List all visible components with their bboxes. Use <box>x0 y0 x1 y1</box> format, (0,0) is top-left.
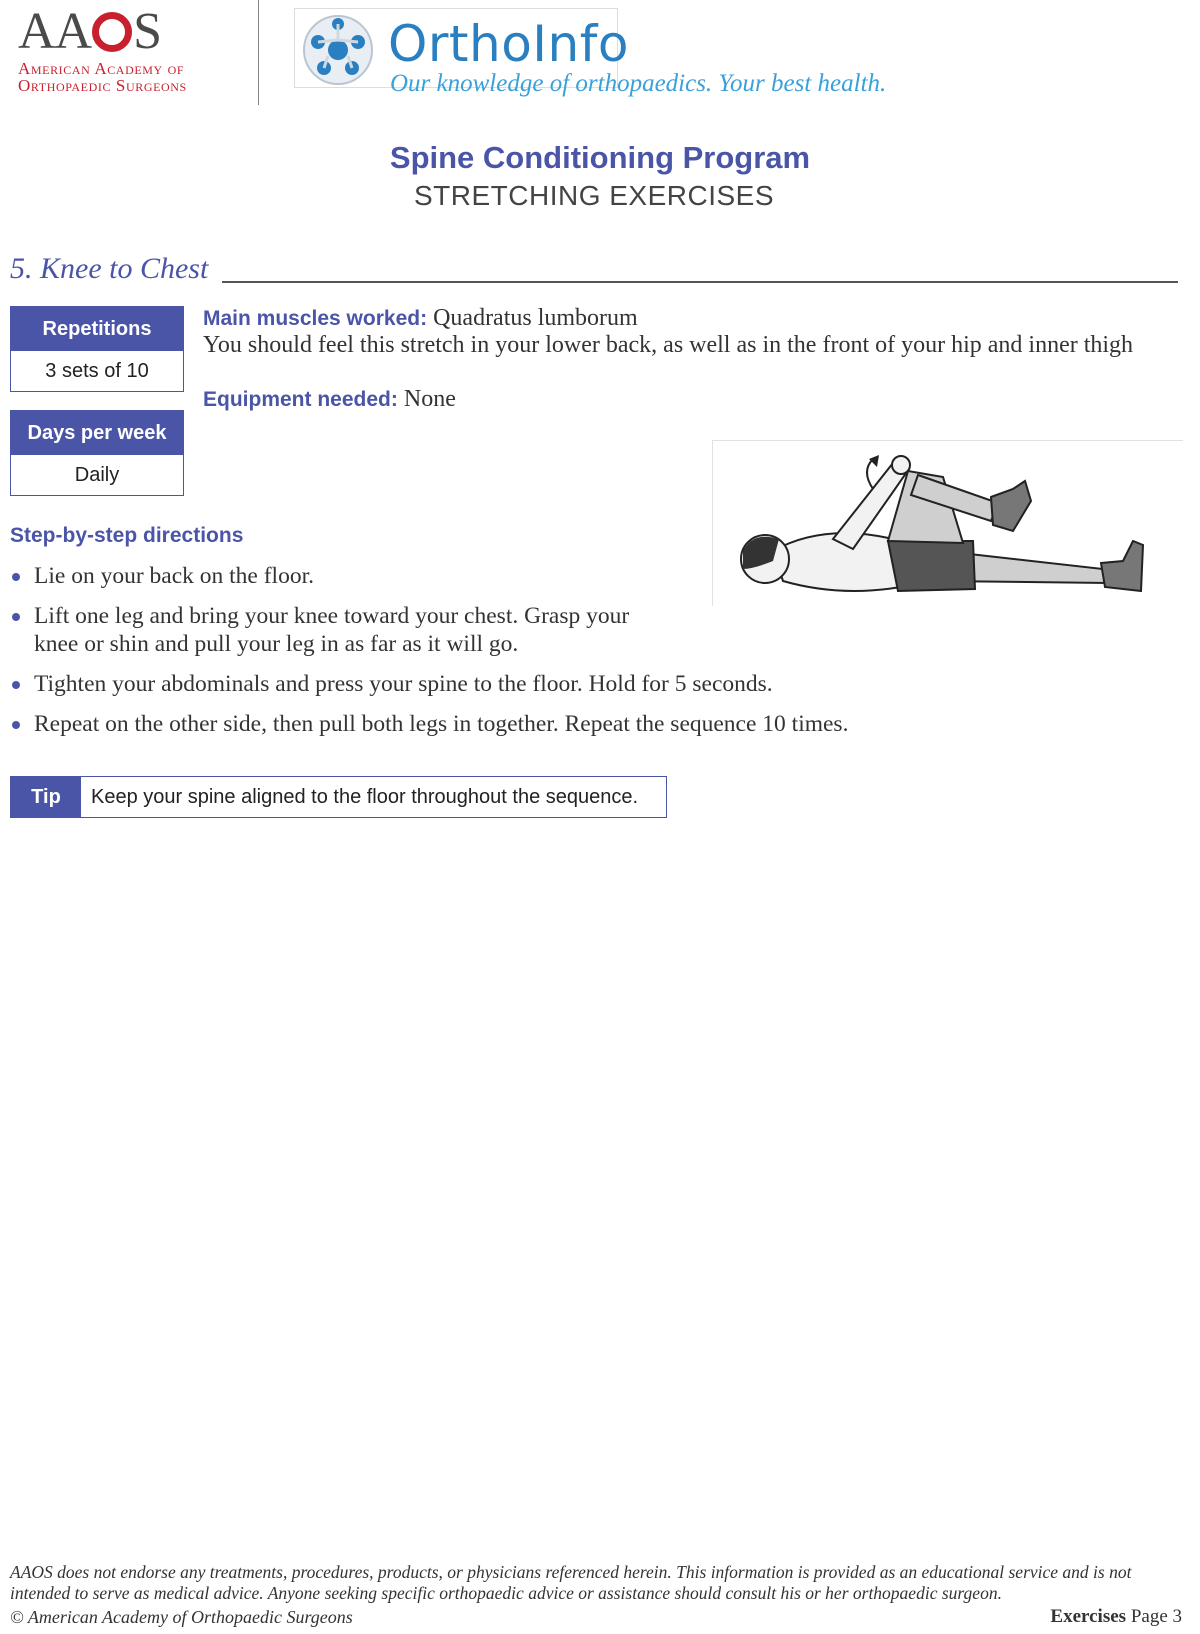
list-item <box>10 670 910 698</box>
aaos-name <box>18 60 187 94</box>
aaos-logo-letters-end: S <box>133 3 162 60</box>
step-text: Lie on your back on the floor. <box>34 563 314 589</box>
bullet-icon <box>12 573 20 581</box>
bullet-icon <box>12 613 20 621</box>
repetitions-value: 3 sets of 10 <box>45 360 149 382</box>
program-subtitle: STRETCHING EXERCISES <box>413 180 775 211</box>
days-per-week-box <box>10 410 184 496</box>
program-title: Spine Conditioning Program <box>389 140 811 175</box>
aaos-logo-letters: AA <box>18 3 92 60</box>
equipment-label: Equipment needed: <box>203 388 398 411</box>
orthoinfo-title: OrthoInfo <box>388 15 629 73</box>
heading-rule <box>222 281 1178 283</box>
aaos-name-line2: Orthopaedic Surgeons <box>18 76 187 95</box>
repetitions-box <box>10 306 184 392</box>
page-section-label: Exercises <box>1050 1606 1127 1627</box>
list-item <box>10 602 674 658</box>
disclaimer-text: AAOS does not endorse any treatments, procedures, products, or physicians referenced herein. This information is provided as an educational service and is not intended to serve as medical advice. Anyone seeking specific orthopaedic advice or assistance should consult his or her orthopaedic surgeon. <box>10 1562 1132 1603</box>
stretch-feel-text: You should feel this stretch in your lower back, as well as in the front of your hip and inner thigh <box>203 332 1134 358</box>
aaos-name-line1: American Academy of <box>18 59 185 78</box>
main-muscles-label: Main muscles worked: <box>203 307 428 330</box>
header-divider <box>258 0 259 105</box>
step-text: Lift one leg and bring your knee toward your chest. Grasp your knee or shin and pull your leg in as far as it will go. <box>34 603 630 657</box>
page-number-value: Page 3 <box>1126 1606 1182 1627</box>
main-muscles-value: Quadratus lumborum <box>427 305 638 331</box>
step-text: Repeat on the other side, then pull both legs in together. Repeat the sequence 10 times. <box>34 711 849 737</box>
copyright-text: © American Academy of Orthopaedic Surgeons <box>10 1607 353 1627</box>
repetitions-label: Repetitions <box>11 307 183 351</box>
directions-list <box>10 562 910 750</box>
days-per-week-value: Daily <box>74 464 120 486</box>
aaos-red-o-mark <box>92 12 132 52</box>
equipment-value: None <box>397 386 456 412</box>
page-number <box>1050 1606 1182 1628</box>
orthoinfo-tagline: Our knowledge of orthopaedics. Your best health. <box>390 70 887 97</box>
equipment-needed <box>203 386 456 413</box>
list-item <box>10 710 910 738</box>
exercise-heading: 5. Knee to Chest <box>10 252 209 285</box>
tip-box <box>10 776 667 818</box>
bullet-icon <box>12 721 20 729</box>
directions-title: Step-by-step directions <box>10 524 244 547</box>
main-muscles <box>203 305 638 332</box>
tip-text: Keep your spine aligned to the floor throughout the sequence. <box>91 786 639 808</box>
tip-label: Tip <box>11 777 81 817</box>
days-per-week-label: Days per week <box>11 411 183 455</box>
list-item <box>10 562 910 590</box>
orthoinfo-ball-icon <box>298 12 378 88</box>
step-text: Tighten your abdominals and press your spine to the floor. Hold for 5 seconds. <box>34 671 773 697</box>
aaos-logo <box>18 2 161 62</box>
bullet-icon <box>12 681 20 689</box>
